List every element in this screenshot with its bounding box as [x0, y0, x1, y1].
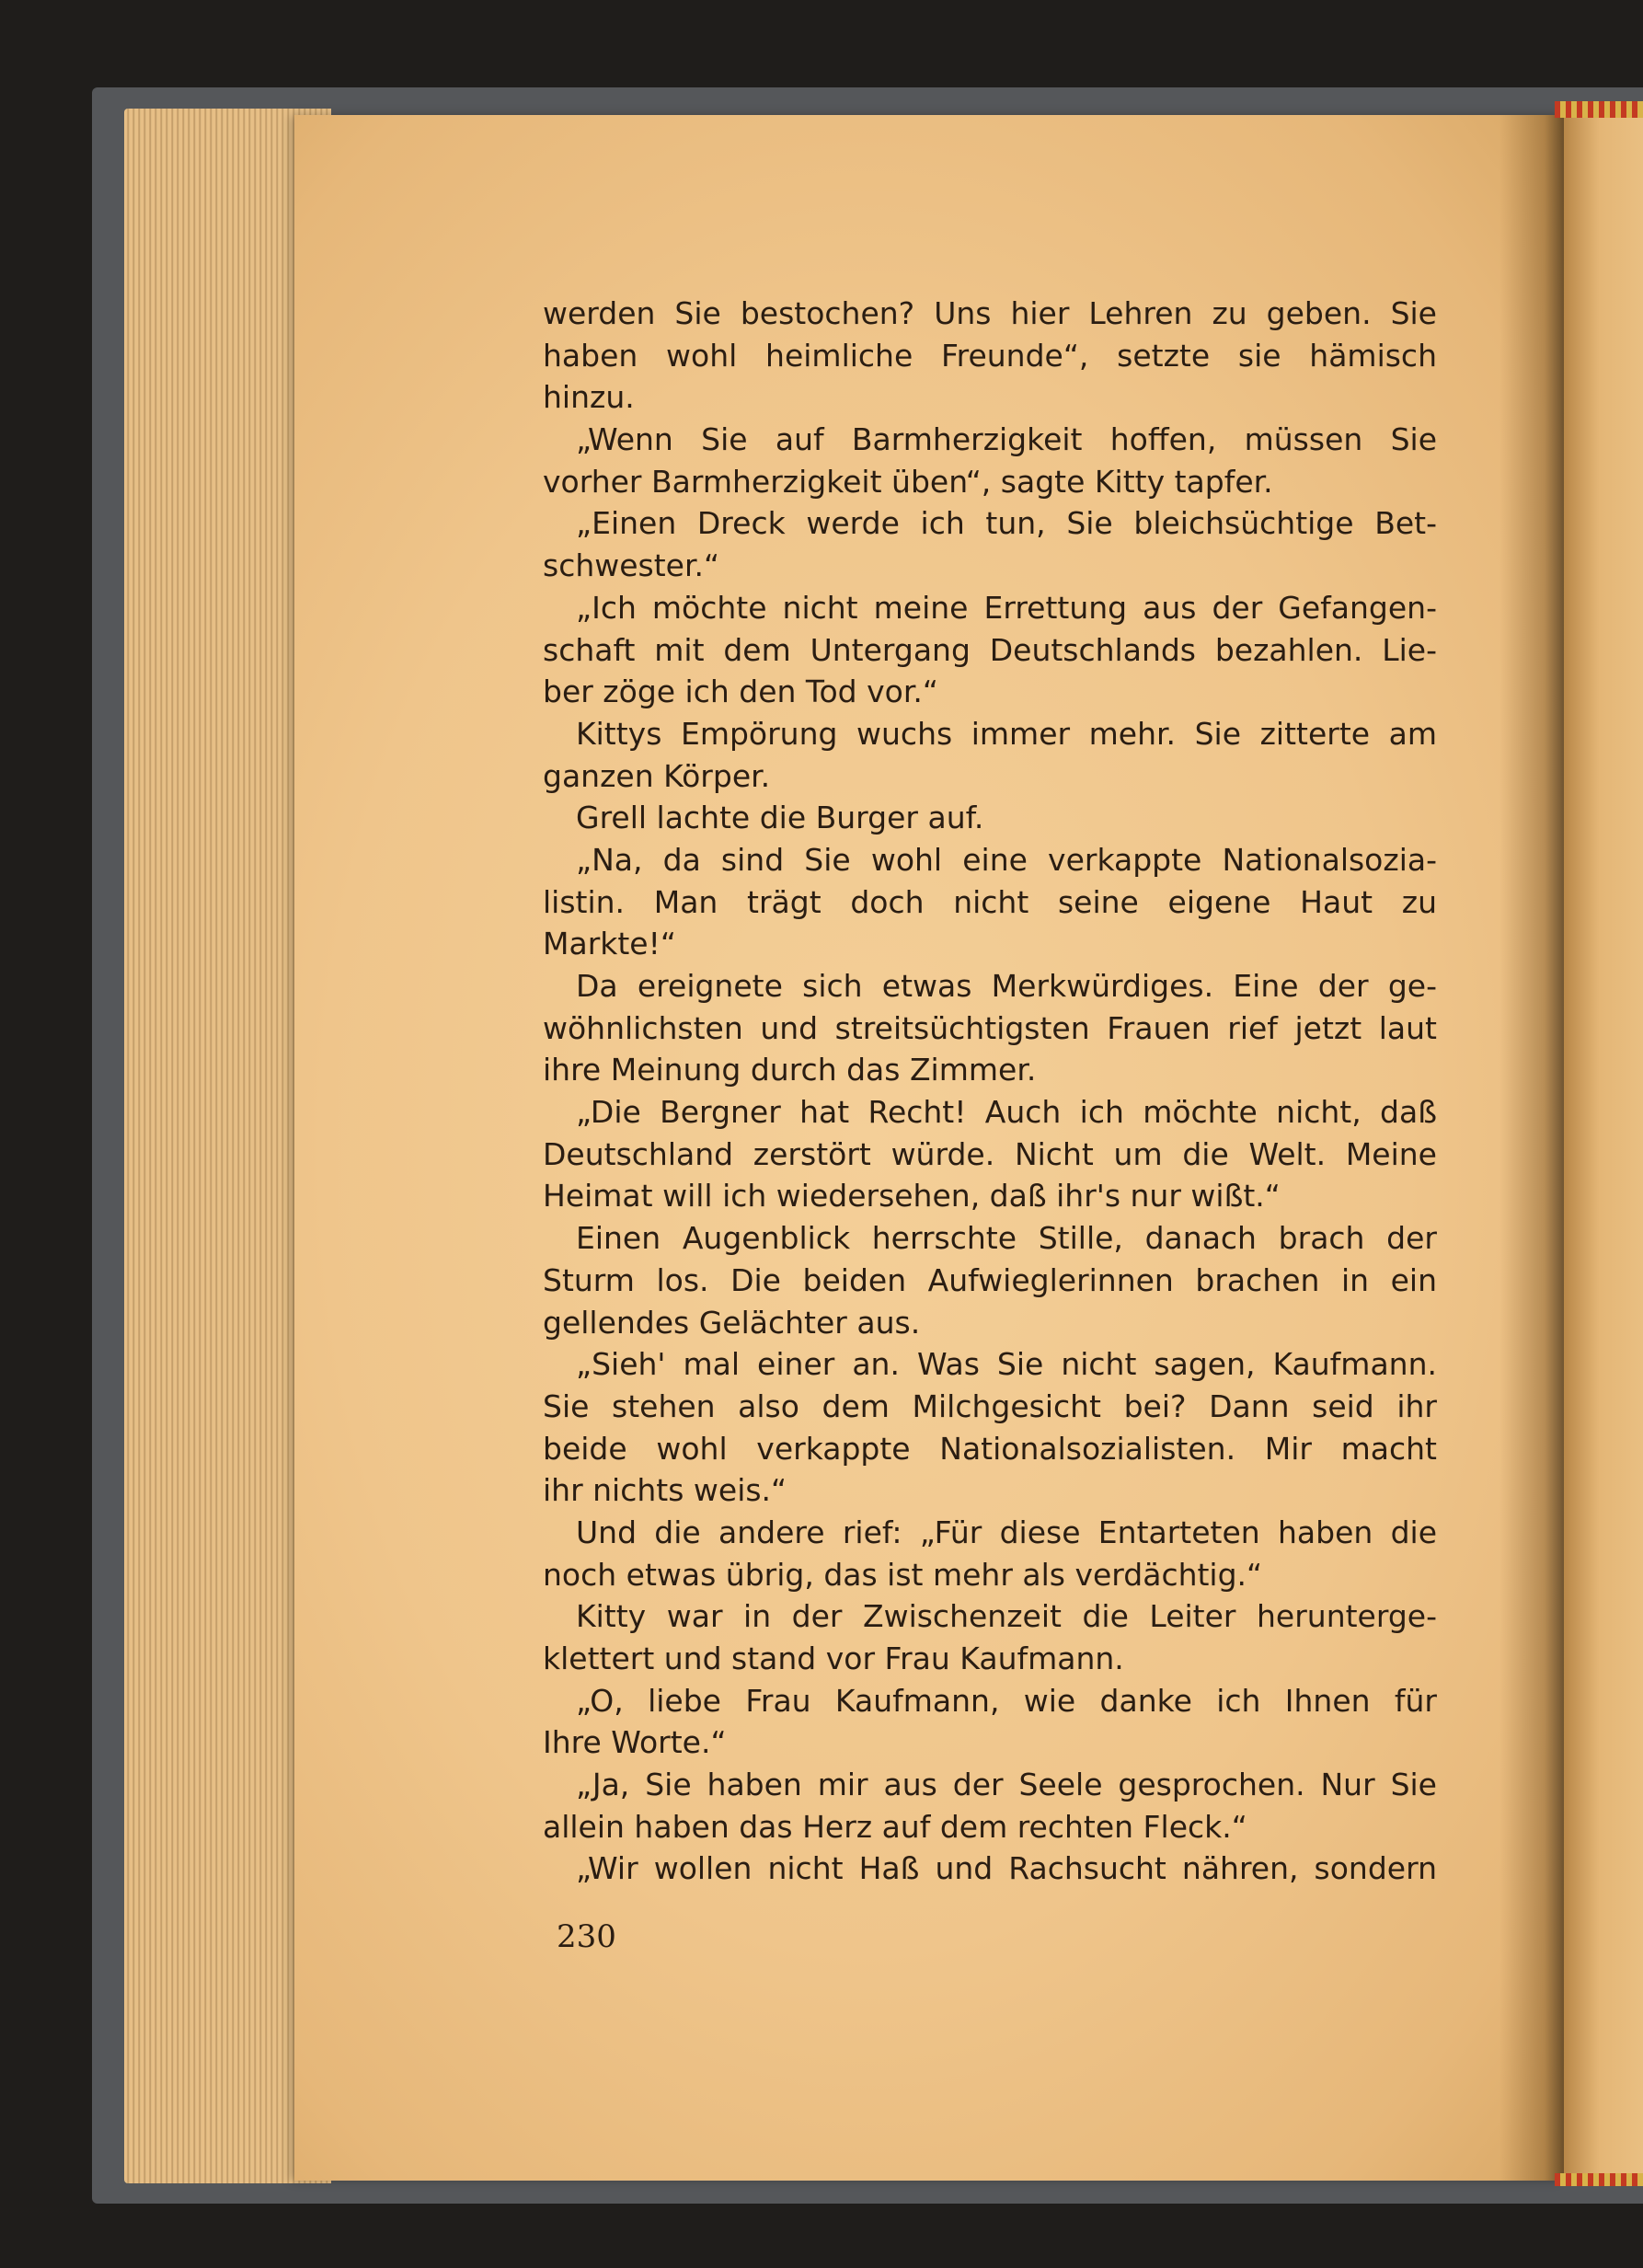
- text-line: klettert und stand vor Frau Kaufmann.: [543, 1641, 1124, 1676]
- text-line: Markte!“: [543, 926, 676, 962]
- text-line: Einen Augenblick herrschte Stille, danach brach der: [576, 1220, 1437, 1257]
- facing-page-edge: [1564, 115, 1643, 2181]
- text-line: ber zöge ich den Tod vor.“: [543, 673, 938, 710]
- text-line: Kitty war in der Zwischenzeit die Leiter herunterge-: [576, 1598, 1437, 1635]
- text-line: „Na, da sind Sie wohl eine verkappte Nationalsozia-: [576, 841, 1437, 878]
- headband: [1555, 101, 1643, 118]
- text-line: „O, liebe Frau Kaufmann, wie danke ich Ihnen für: [576, 1682, 1437, 1719]
- text-line: allein haben das Herz auf dem rechten Fleck.“: [543, 1808, 1247, 1845]
- text-line: Ihre Worte.“: [543, 1724, 727, 1761]
- text-line: Da ereignete sich etwas Merkwürdiges. Eine der ge-: [576, 968, 1437, 1004]
- page-number: 230: [557, 1918, 616, 1955]
- text-line: „Wir wollen nicht Haß und Rachsucht nähren, sondern: [576, 1850, 1437, 1887]
- text-line: haben wohl heimliche Freunde“, setzte sie hämisch: [543, 337, 1437, 374]
- text-line: hinzu.: [543, 379, 635, 416]
- text-line: „Einen Dreck werde ich tun, Sie bleichsüchtige Bet-: [576, 505, 1437, 542]
- text-line: gellendes Gelächter aus.: [543, 1304, 921, 1341]
- text-line: „Sieh' mal einer an. Was Sie nicht sagen, Kaufmann.: [576, 1346, 1437, 1383]
- text-line: „Ja, Sie haben mir aus der Seele gesprochen. Nur Sie: [576, 1767, 1437, 1803]
- body-text: [543, 293, 1437, 1890]
- text-line: „Die Bergner hat Recht! Auch ich möchte nicht, daß: [576, 1094, 1437, 1131]
- text-line: wöhnlichsten und streitsüchtigsten Frauen rief jetzt laut: [543, 1009, 1437, 1046]
- text-line: ganzen Körper.: [543, 757, 771, 794]
- text-line: schwester.“: [543, 547, 720, 584]
- text-line: „Ich möchte nicht meine Errettung aus der Gefangen-: [576, 589, 1437, 626]
- text-line: werden Sie bestochen? Uns hier Lehren zu geben. Sie: [543, 295, 1437, 331]
- text-line: Heimat will ich wiedersehen, daß ihr's nur wißt.“: [543, 1178, 1281, 1215]
- text-line: vorher Barmherzigkeit üben“, sagte Kitty tapfer.: [543, 463, 1273, 500]
- text-line: ihr nichts weis.“: [543, 1472, 787, 1509]
- text-line: Sturm los. Die beiden Aufwieglerinnen brachen in ein: [543, 1261, 1437, 1298]
- text-line: noch etwas übrig, das ist mehr als verdächtig.“: [543, 1556, 1263, 1593]
- text-line: Grell lachte die Burger auf.: [576, 800, 984, 836]
- text-line: „Wenn Sie auf Barmherzigkeit hoffen, müssen Sie: [576, 421, 1437, 458]
- text-line: beide wohl verkappte Nationalsozialisten. Mir macht: [543, 1430, 1437, 1467]
- text-line: ihre Meinung durch das Zimmer.: [543, 1052, 1037, 1088]
- text-line: schaft mit dem Untergang Deutschlands bezahlen. Lie-: [543, 631, 1437, 668]
- text-line: Und die andere rief: „Für diese Entarteten haben die: [576, 1514, 1437, 1550]
- page-gutter-shadow: [1499, 115, 1564, 2181]
- text-line: Sie stehen also dem Milchgesicht bei? Dann seid ihr: [543, 1387, 1437, 1424]
- text-line: Deutschland zerstört würde. Nicht um die Welt. Meine: [543, 1135, 1437, 1172]
- footband: [1555, 2173, 1643, 2186]
- text-line: listin. Man trägt doch nicht seine eigene Haut zu: [543, 883, 1437, 920]
- text-line: Kittys Empörung wuchs immer mehr. Sie zitterte am: [576, 715, 1437, 752]
